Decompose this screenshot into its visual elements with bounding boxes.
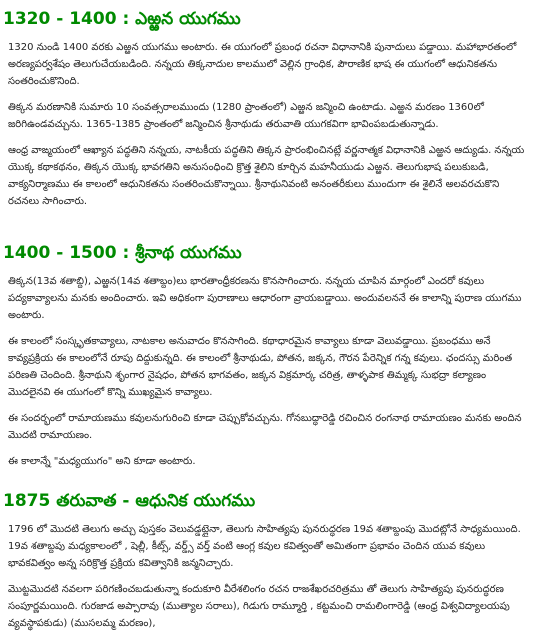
section-paragraph: మొట్టమొదటి నవలగా పరిగణించబడుతున్నా కందుకూరి వీరేశలింగం రచన రాజశేఖరచరిత్రము తో తెలుగు సాహిత్యపు పునరుద్ధరణ సంపూర్ణమయింది. గురజాడ అప్పారావు (ముత్యాల సరాలు), గిడుగు రామ్మూర్తి , కట్టమంచి రామలింగారెడ్డి (ఆంధ్ర విశ్వవిద్యాలయపు వ్యవస్థాపకుడు) (ముసలమ్మ మరణం),	[8, 584, 510, 629]
section-erranna-era	[0, 8, 533, 210]
section-paragraph: ఆంధ్ర వాఙ్మయంలో ఆఖ్యాన పద్ధతిని నన్నయ, నాటకీయ పద్ధతిని తిక్కన ప్రారంభించినట్లే వర్ణనాత్మక విధానానికి ఎఱ్ఱన ఆద్యుడు. నన్నయ యొక్క కథాకథనం, తిక్కన యొక్క భావగతిని అనుసంధించి క్రొత్త శైలిని కూర్చిన మహనీయుడు ఎఱ్ఱన. తెలుగుభాష పలుకుబడి, వాక్యనిర్మాణము ఈ కాలంలో ఆధునికతను సంతరించుకొన్నాయి. శ్రీనాథునివంటి అనంతరీకులు ముందుగా ఈ శైలినే అలవరచుకొని రచనలు సాగించారు.	[8, 145, 525, 207]
section-paragraph: ఈ సందర్భంలో రామాయణము కవులనుగురించి కూడా చెప్పుకోవచ్చును. గోనబుద్ధారెడ్డి రచించిన రంగనాథ రామాయణం మనకు అందిన మొదటి రామాయణం.	[8, 413, 522, 441]
heading-date-range: 1400 - 1500	[3, 243, 117, 263]
heading-date-range: 1875 తరువాత	[3, 491, 117, 511]
section-paragraph: 1320 నుండి 1400 వరకు ఎఱ్ఱన యుగము అంటారు. ఈ యుగంలో ప్రబంధ రచనా విధానానికి పునాదులు పడ్డాయి. మహాభారతంలో అరణ్యపర్వశేషం తెలుగుచేయబడింది. నన్నయ తిక్కనాదుల కాలములో వెల్లిన గ్రాంధిక, పౌరాణిక భాష ఈ యుగంలో ఆధునికతను సంతరించుకొనింది.	[8, 42, 517, 87]
heading-era-name: ఆధునిక యుగము	[135, 491, 256, 511]
heading-separator: :	[116, 243, 136, 263]
section-paragraph: 1796 లో మొదటి తెలుగు అచ్చు పుస్తకం వెలువడ్డట్లైనా, తెలుగు సాహిత్యపు పునరుద్ధరణ 19వ శతాబ్దంపు మొదట్లోనే సాధ్యమయింది. 19వ శతాబ్దపు మధ్యకాలంలో , షెల్లీ, కీట్స్, వర్డ్స్ వర్త్ వంటి ఆంగ్ల కవుల కవిత్వంతో అమితంగా ప్రభావం చెందిన యువ కవులు భావకవిత్వం అన్న సరిక్రొత్త ప్రక్రియ కవిత్వానికి జన్మనిచ్చారు.	[8, 524, 521, 569]
section-heading	[0, 242, 533, 264]
heading-separator: -	[116, 491, 136, 511]
section-srinatha-era	[0, 242, 533, 470]
section-paragraph: ఈ కాలాన్నే "మధ్యయుగం" అని కూడా అంటారు.	[8, 456, 196, 467]
heading-separator: :	[116, 9, 136, 29]
section-paragraph: తిక్కన మరణానికి సుమారు 10 సంవత్సరాలముందు (1280 ప్రాంతంలో) ఎఱ్ఱన జన్మించి ఉంటాడు. ఎఱ్ఱన మరణం 1360లో జరిగిఉండవచ్చును. 1365-1385 ప్రాంతంలో జన్మించిన శ్రీనాథుడు తరువాతి యుగకవిగా భావింపబడుతున్నాడు.	[8, 102, 484, 130]
section-paragraph: తిక్కన(13వ శతాబ్ది), ఎఱ్ఱన(14వ శతాబ్దం)లు భారతాంధ్రీకరణను కొనసాగించారు. నన్నయ చూపిన మార్గంలో ఎందరో కవులు పద్యకావ్యాలను మనకు అందించారు. ఇవి అధికంగా పురాణాలు ఆధారంగా వ్రాయబడ్డాయి. అందువలననే ఈ కాలాన్ని పురాణ యుగము అంటారు.	[8, 276, 522, 321]
section-heading	[0, 490, 533, 512]
heading-era-name: ఎఱ్ఱన యుగము	[135, 9, 241, 29]
heading-era-name: శ్రీనాథ యుగము	[135, 243, 242, 263]
heading-date-range: 1320 - 1400	[3, 9, 117, 29]
section-heading	[0, 8, 533, 30]
section-modern-era	[0, 490, 533, 632]
section-paragraph: ఈ కాలంలో సంస్కృతకావ్యాలు, నాటకాల అనువాదం కొనసాగింది. కథాధారమైన కావ్యాలు కూడా వెలువడ్డాయి. ప్రబంధము అనే కావ్యప్రక్రియ ఈ కాలంలోనే రూపు దిద్దుకున్నది. ఈ కాలంలో శ్రీనాథుడు, పోతన, జక్కన, గౌరన పేరెన్నిక గన్న కవులు. ఛందస్సు మరింత పరిణతి చెందింది. శ్రీనాథుని శృంగార నైషధం, పోతన భాగవతం, జక్కన విక్రమార్క చరిత్ర, తాళ్ళపాక తిమ్మక్క సుభద్రా కల్యాణం మొదలైనవి ఈ యుగంలో కొన్ని ముఖ్యమైన కావ్యాలు.	[8, 336, 513, 398]
